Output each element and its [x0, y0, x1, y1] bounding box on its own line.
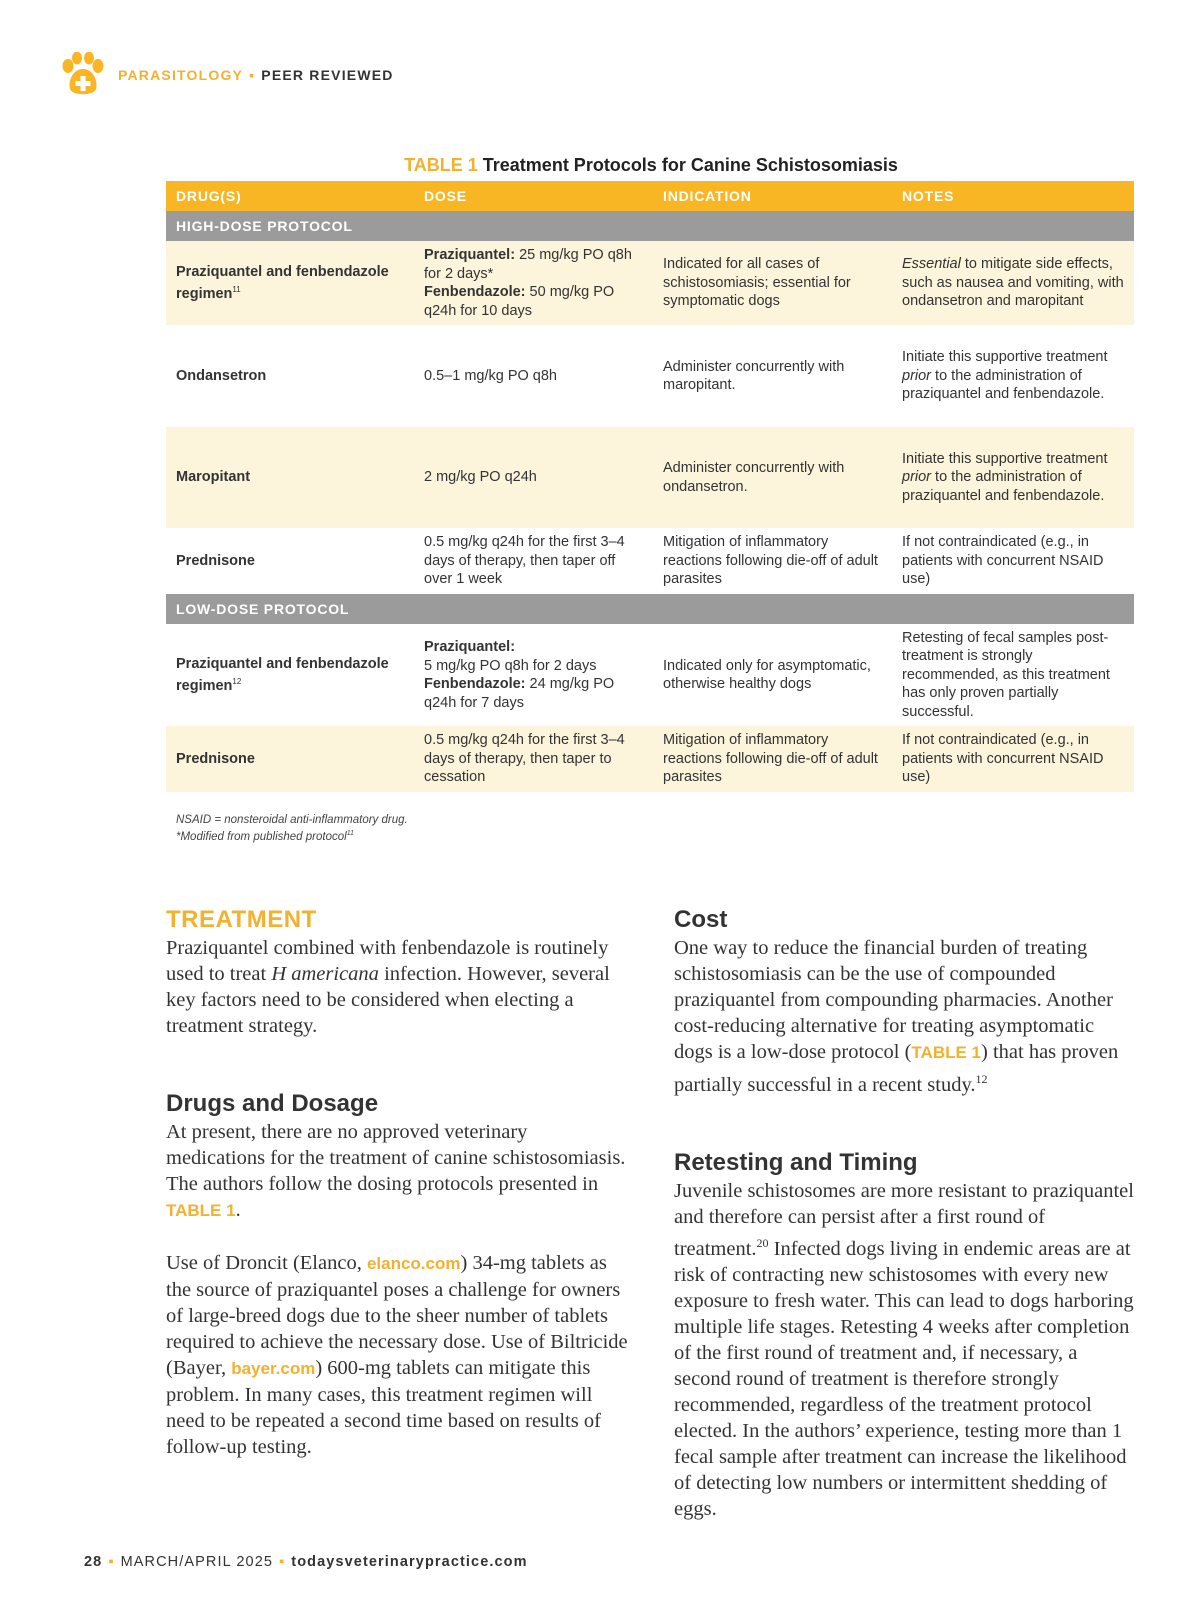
review-label: PEER REVIEWED: [261, 67, 394, 83]
dose-label: Fenbendazole:: [424, 676, 526, 692]
paragraph-text: .: [235, 1199, 241, 1221]
elanco-link[interactable]: elanco.com: [366, 1254, 461, 1273]
drugs-dosage-heading: Drugs and Dosage: [166, 1090, 379, 1117]
footer-separator: ▪: [279, 1554, 286, 1570]
drug-cell: [166, 241, 414, 325]
footnote: [176, 827, 408, 844]
dose-label: Praziquantel:: [424, 639, 516, 655]
notes-text: to the administration of praziquantel and fenbendazole.: [902, 367, 1105, 403]
paragraph-text: ) 34-mg tablets as the source of praziquantel poses a challenge for owners of large-breed dogs due to the sheer number of tablets required to achieve the necessary dose. Use of Biltricide (Bayer,: [166, 1252, 628, 1379]
notes-emphasis: Essential: [902, 256, 961, 273]
dose-label: Fenbendazole:: [424, 284, 526, 300]
paragraph-text: Praziquantel combined with fenbendazole is routinely used to treat: [166, 937, 609, 985]
column-header-indication: INDICATION: [653, 181, 892, 211]
dose-text: 5 mg/kg PO q8h for 2 days: [424, 657, 597, 674]
dose-label: Praziquantel:: [424, 247, 516, 263]
table-label: TABLE 1: [404, 155, 478, 175]
table-row: [166, 726, 1134, 792]
table-footnotes: [176, 813, 408, 844]
notes-cell: Retesting of fecal samples post-treatment is strongly recommended, as this treatment has only proven partially successful.: [902, 629, 1110, 720]
notes-cell: [892, 241, 1134, 325]
section-heading: LOW-DOSE PROTOCOL: [166, 594, 1134, 624]
indication-cell: Mitigation of inflammatory reactions following die-off of adult parasites: [653, 726, 892, 792]
section-label: [118, 67, 394, 83]
indication-cell: Administer concurrently with ondansetron.: [653, 427, 892, 528]
notes-text: to the administration of praziquantel and fenbendazole.: [902, 469, 1105, 504]
paragraph: [674, 935, 1136, 1098]
table-row: [166, 427, 1134, 528]
treatment-heading: TREATMENT: [166, 906, 317, 933]
table-row: [166, 325, 1134, 427]
drug-cell: Ondansetron: [176, 367, 267, 384]
paragraph-text: Use of Droncit (Elanco,: [166, 1252, 367, 1274]
column-header-notes: NOTES: [892, 181, 1134, 211]
notes-text: Initiate this supportive treatment: [902, 450, 1108, 467]
paragraph: [166, 1119, 628, 1224]
dose-cell: 0.5 mg/kg q24h for the first 3–4 days of therapy, then taper off over 1 week: [424, 534, 625, 588]
drug-cell: Prednisone: [166, 726, 414, 792]
paragraph-text: ) 600-mg tablets can mitigate this problem. In many cases, this treatment regimen will need to be repeated a second time based on results of follow-up testing.: [166, 1357, 601, 1458]
paragraph-text: Juvenile schistosomes are more resistant to praziquantel and therefore can persist after a first round of treatment.: [674, 1179, 1134, 1260]
dose-cell: 0.5 mg/kg q24h for the first 3–4 days of therapy, then taper to cessation: [414, 726, 653, 792]
reference-sup: 20: [756, 1235, 769, 1250]
species-name: H americana: [271, 963, 379, 985]
bayer-link[interactable]: bayer.com: [231, 1359, 316, 1378]
cost-heading: Cost: [674, 906, 728, 933]
paragraph: [166, 1250, 628, 1460]
notes-cell: [892, 325, 1134, 427]
article-column-left: [166, 905, 628, 1460]
dose-text: 25 mg/kg PO q8h for 2 days*: [424, 247, 632, 282]
dose-cell: [414, 241, 653, 325]
drug-cell: [166, 624, 414, 726]
drug-name: Praziquantel and fenbendazole regimen: [176, 263, 389, 302]
dose-cell: 0.5–1 mg/kg PO q8h: [424, 367, 557, 384]
footer-separator: ▪: [108, 1554, 115, 1570]
section-header: [60, 52, 394, 98]
treatment-table: [166, 181, 1134, 792]
notes-cell: If not contraindicated (e.g., in patients with concurrent NSAID use): [892, 726, 1134, 792]
header-separator: ▪: [249, 67, 256, 83]
article-column-right: [674, 905, 1136, 1522]
table-row: [166, 241, 1134, 325]
table-reference-link[interactable]: TABLE 1: [911, 1043, 981, 1062]
page-footer: [84, 1554, 528, 1570]
site-link[interactable]: todaysveterinarypractice.com: [291, 1554, 528, 1570]
dose-text: 50 mg/kg PO q24h for 10 days: [424, 284, 615, 319]
table-reference-link[interactable]: TABLE 1: [166, 1201, 236, 1220]
page-number: 28: [84, 1554, 103, 1570]
paragraph: [674, 1178, 1136, 1522]
footnote-text: *Modified from published protocol: [176, 830, 347, 843]
indication-cell: Mitigation of inflammatory reactions following die-off of adult parasites: [663, 534, 878, 588]
reference-sup: 11: [232, 285, 241, 295]
column-header-drugs: DRUG(S): [166, 181, 414, 211]
category-label: PARASITOLOGY: [118, 67, 244, 83]
section-row-low-dose: [166, 594, 1134, 624]
paragraph-text: One way to reduce the financial burden of treating schistosomiasis can be the use of compounded praziquantel from compounding pharmacies. Another cost-reducing alternative for treating asymptomatic dogs is a low-dose protocol (: [674, 937, 1113, 1063]
drug-name: Praziquantel and fenbendazole regimen: [176, 655, 389, 694]
paragraph-text: Infected dogs living in endemic areas are at risk of contracting new schistosomes with every new exposure to fresh water. This can lead to dogs harboring multiple life stages. Retesting 4 weeks after completion of the first round of treatment and, if necessary, a second round of treatment is therefore strongly recommended, regardless of the treatment protocol elected. In the authors’ experience, testing more than 1 fecal sample after treatment can increase the likelihood of detecting low numbers or intermittent shedding of eggs.: [674, 1237, 1134, 1520]
table-row: [166, 624, 1134, 726]
paragraph-text: ) that has proven partially successful in a recent study.: [674, 1041, 1119, 1096]
dose-cell: [414, 624, 653, 726]
notes-cell: If not contraindicated (e.g., in patients with concurrent NSAID use): [902, 534, 1104, 588]
table-title: [166, 155, 1136, 176]
notes-text: to mitigate side effects, such as nausea and vomiting, with ondansetron and maropitant: [902, 256, 1124, 310]
paragraph-text: At present, there are no approved veterinary medications for the treatment of canine schistosomiasis. The authors follow the dosing protocols presented in: [166, 1121, 626, 1195]
reference-sup: 11: [346, 830, 354, 837]
drug-cell: Prednisone: [176, 552, 255, 569]
paragraph: [166, 935, 628, 1039]
drug-cell: Maropitant: [166, 427, 414, 528]
section-heading: HIGH-DOSE PROTOCOL: [166, 211, 1134, 241]
paragraph-text: infection. However, several key factors need to be considered when electing a treatment strategy.: [166, 963, 610, 1037]
dose-text: 24 mg/kg PO q24h for 7 days: [424, 676, 615, 711]
indication-cell: Indicated for all cases of schistosomiasis; essential for symptomatic dogs: [653, 241, 892, 325]
notes-emphasis: prior: [902, 469, 932, 486]
indication-cell: Administer concurrently with maropitant.: [663, 358, 845, 393]
dose-cell: 2 mg/kg PO q24h: [414, 427, 653, 528]
column-header-dose: DOSE: [414, 181, 653, 211]
notes-cell: [892, 427, 1134, 528]
notes-emphasis: prior: [902, 367, 932, 384]
footnote: NSAID = nonsteroidal anti-inflammatory drug.: [176, 814, 408, 826]
table-header-row: [166, 181, 1134, 211]
retesting-heading: Retesting and Timing: [674, 1148, 918, 1176]
paw-plus-icon: [60, 52, 106, 98]
issue-date: MARCH/APRIL 2025: [120, 1554, 274, 1570]
reference-sup: 12: [975, 1072, 988, 1086]
section-row-high-dose: [166, 211, 1134, 241]
indication-cell: Indicated only for asymptomatic, otherwise healthy dogs: [663, 657, 871, 692]
reference-sup: 12: [232, 677, 242, 687]
table-row: [166, 528, 1134, 594]
table-title-text: Treatment Protocols for Canine Schistosomiasis: [482, 155, 898, 175]
notes-text: Initiate this supportive treatment: [902, 349, 1108, 366]
